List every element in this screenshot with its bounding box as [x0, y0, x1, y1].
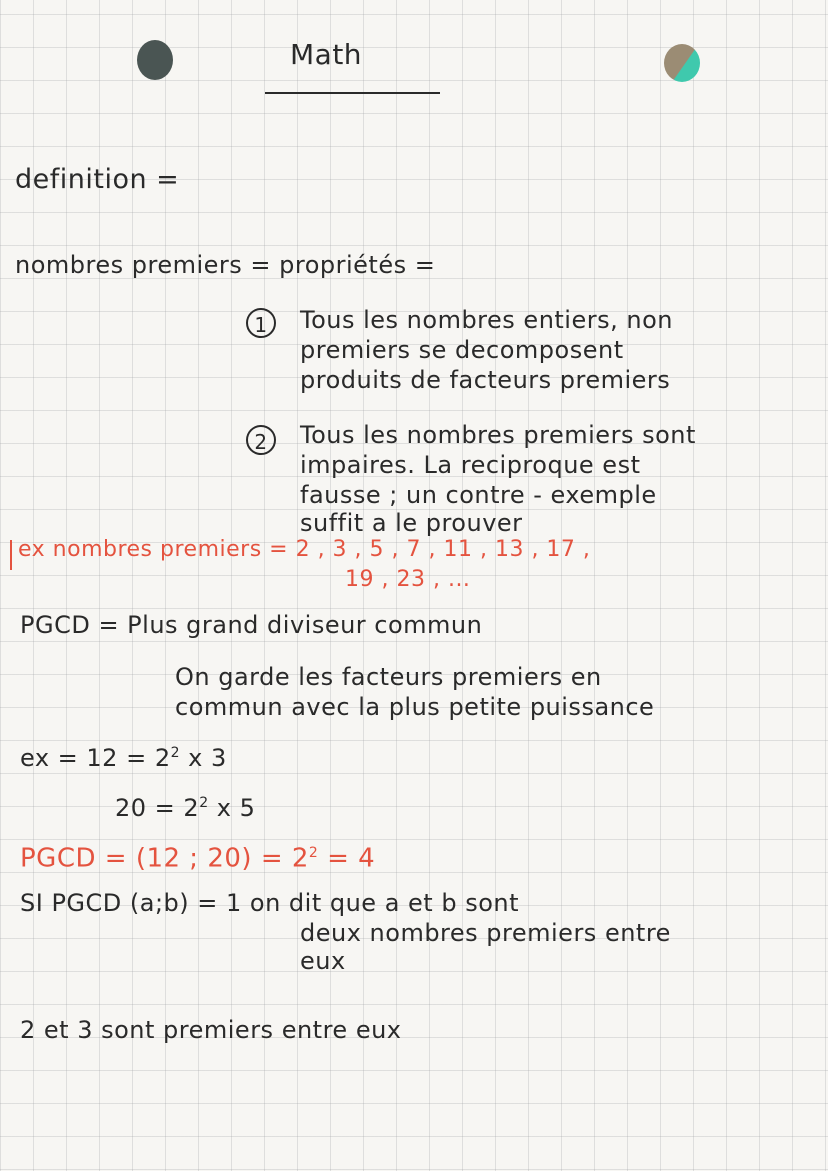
circled-number: 1: [246, 308, 276, 338]
pgcd-definition: PGCD = Plus grand diviseur commun: [20, 611, 483, 639]
definition-label: definition =: [15, 164, 180, 195]
property-2-line: impaires. La reciproque est: [300, 451, 641, 479]
text: x 3: [180, 744, 227, 772]
coprime-definition: deux nombres premiers entre: [300, 919, 671, 947]
coprime-definition: eux: [300, 947, 346, 975]
text: ex = 12 = 2: [20, 744, 171, 772]
exponent: 2: [170, 745, 181, 761]
pgcd-rule: commun avec la plus petite puissance: [175, 693, 655, 721]
circled-number: 2: [246, 425, 276, 455]
prime-examples-line: ex nombres premiers = 2 , 3 , 5 , 7 , 11 , 13 , 17 ,: [18, 537, 591, 562]
property-2-line: Tous les nombres premiers sont: [300, 421, 696, 449]
nombres-premiers-heading: nombres premiers = propriétés =: [15, 251, 436, 279]
page-title: Math: [290, 38, 363, 71]
binder-hole-left: [137, 40, 173, 80]
property-2-line: suffit a le prouver: [300, 509, 523, 537]
text: PGCD = (12 ; 20) = 2: [20, 843, 309, 874]
example-12: [20, 738, 227, 773]
text: x 5: [208, 794, 256, 822]
pgcd-rule: On garde les facteurs premiers en: [175, 663, 602, 691]
property-1-line: produits de facteurs premiers: [300, 366, 671, 394]
example-20: [115, 788, 255, 823]
title-underline: [265, 92, 440, 94]
text: 20 = 2: [115, 794, 200, 822]
property-1-line: premiers se decomposent: [300, 336, 624, 364]
coprime-example: 2 et 3 sont premiers entre eux: [20, 1016, 402, 1044]
property-2-line: fausse ; un contre - exemple: [300, 481, 657, 509]
text: = 4: [318, 843, 376, 874]
binder-hole-right: [664, 44, 700, 82]
pgcd-result: [20, 838, 375, 874]
exponent: 2: [308, 845, 319, 861]
red-margin-mark: [10, 540, 12, 570]
property-1-number: [246, 308, 276, 339]
coprime-definition: SI PGCD (a;b) = 1 on dit que a et b sont: [20, 889, 520, 917]
property-1-line: Tous les nombres entiers, non: [300, 306, 673, 334]
exponent: 2: [199, 795, 209, 811]
property-2-number: [246, 425, 276, 456]
prime-examples-line: 19 , 23 , ...: [345, 567, 471, 592]
